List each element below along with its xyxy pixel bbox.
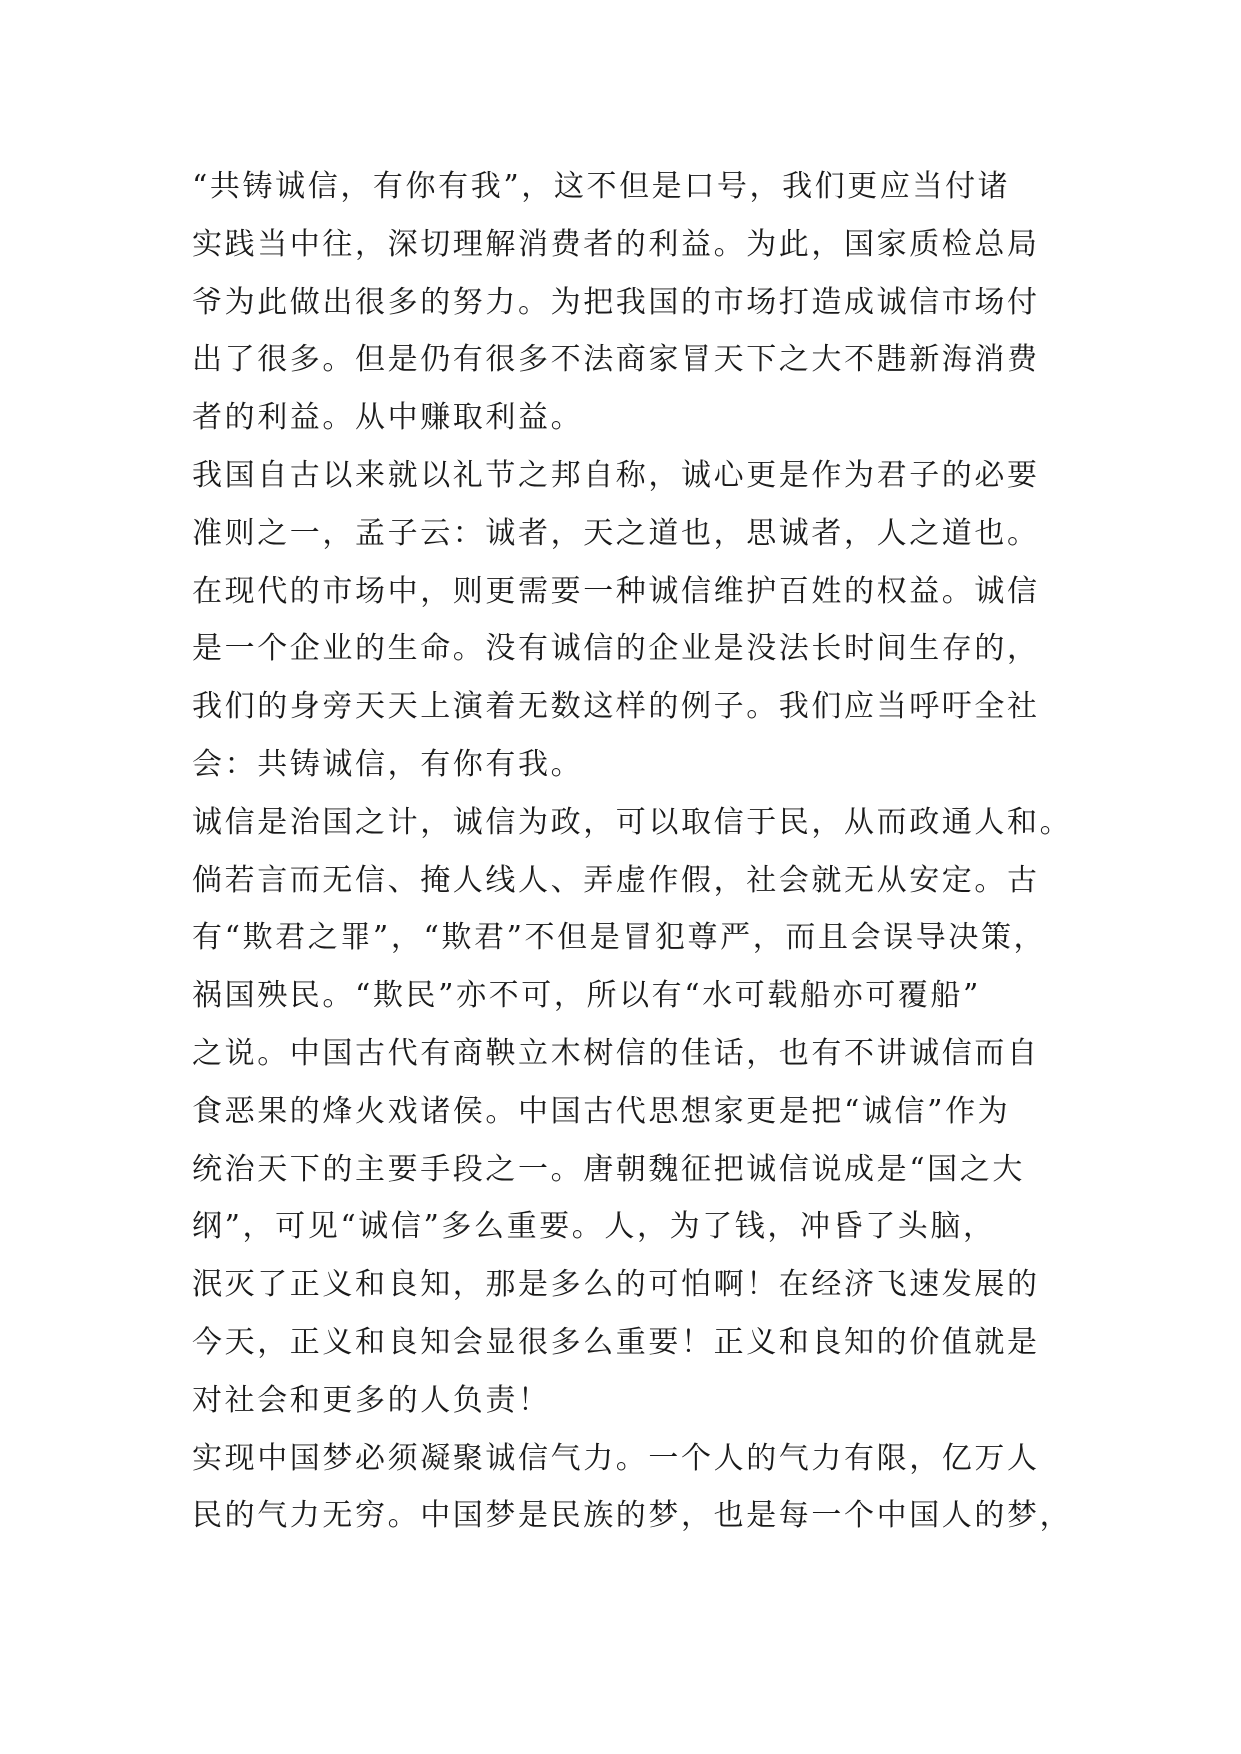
text-line: 会：共铸诚信，有你有我。 [192,746,584,782]
text-line: “共铸诚信，有你有我”，这不但是口号，我们更应当付诸 [192,169,1011,204]
text-line: 我国自古以来就以礼节之邦自称，诚心更是作为君子的必要 [192,457,1040,493]
text-line: 是一个企业的生命。没有诚信的企业是没法长时间生存的， [192,631,1040,667]
text-line: 之说。中国古代有商鞅立木树信的佳话，也有不讲诚信而自 [192,1035,1040,1071]
text-line: 者的利益。从中赚取利益。 [192,400,584,436]
text-line: 民的气力无穷。中国梦是民族的梦，也是每一个中国人的梦， [192,1498,1073,1534]
text-line: 倘若言而无信、掩人线人、弄虚作假，社会就无从安定。古 [192,862,1040,898]
text-line: 准则之一，孟子云：诚者，天之道也，思诚者，人之道也。 [192,515,1040,551]
body-text [192,158,1072,1545]
text-line: 在现代的市场中，则更需要一种诚信维护百姓的权益。诚信 [192,573,1040,609]
text-line: 有“欺君之罪”，“欺君”不但是冒犯尊严，而且会误导决策， [192,920,1047,956]
text-line: 实现中国梦必须凝聚诚信气力。一个人的气力有限，亿万人 [192,1440,1040,1476]
text-line: 统治天下的主要手段之一。唐朝魏征把诚信说成是“国之大 [192,1151,1025,1187]
text-line: 对社会和更多的人负责！ [192,1382,551,1418]
text-line: 实践当中往，深切理解消费者的利益。为此，国家质检总局 [192,226,1040,262]
text-line: 爷为此做出很多的努力。为把我国的市场打造成诚信市场付 [192,284,1040,320]
text-line: 食恶果的烽火戏诸侯。中国古代思想家更是把“诚信”作为 [192,1093,1011,1129]
text-line: 我们的身旁天天上演着无数这样的例子。我们应当呼吁全社 [192,689,1040,725]
text-line: 出了很多。但是仍有很多不法商家冒天下之大不韪新海消费 [192,342,1040,378]
text-line: 祸国殃民。“欺民”亦不可，所以有“水可载船亦可覆船” [192,978,981,1014]
text-line: 纲”，可见“诚信”多么重要。人，为了钱，冲昏了头脑， [192,1209,996,1245]
text-line: 今天，正义和良知会显很多么重要！正义和良知的价值就是 [192,1324,1040,1360]
text-line: 泯灭了正义和良知，那是多么的可怕啊！在经济飞速发展的 [192,1267,1040,1303]
text-line: 诚信是治国之计，诚信为政，可以取信于民，从而政通人和。 [192,804,1073,840]
